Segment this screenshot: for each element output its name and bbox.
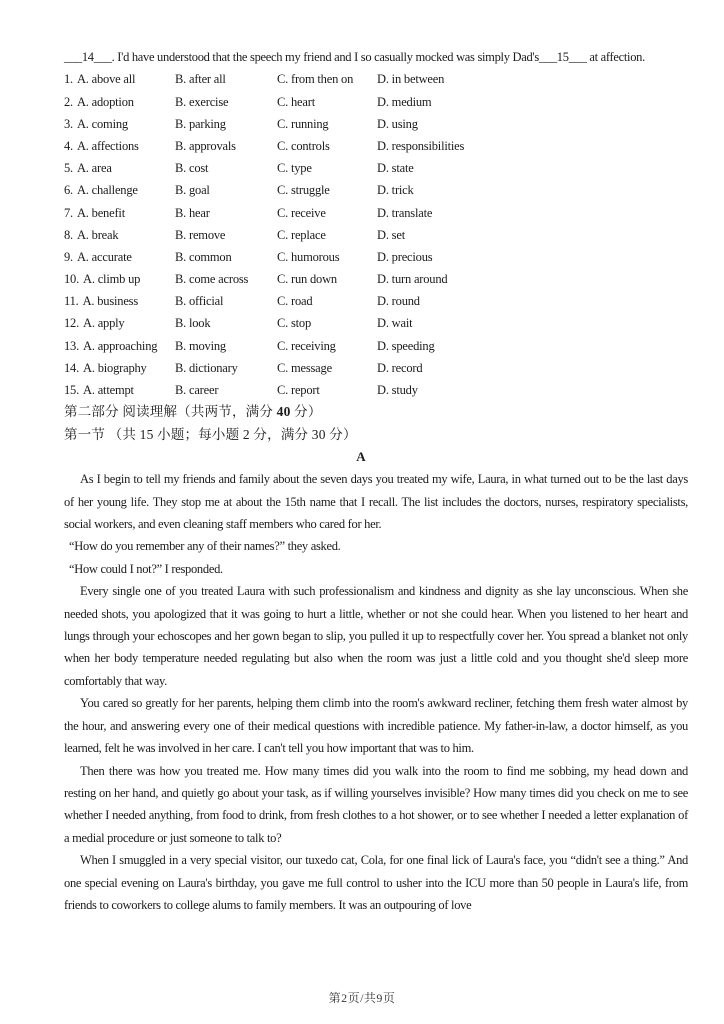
cloze-option-row — [64, 135, 688, 157]
option-cell-c — [277, 335, 377, 357]
option-d: D. state — [377, 161, 414, 176]
option-c: C. message — [277, 360, 332, 375]
question-number: 8. — [64, 227, 73, 242]
option-cell-b — [175, 68, 277, 90]
option-cell-d — [377, 202, 688, 224]
option-cell-d — [377, 224, 688, 246]
option-b: B. goal — [175, 183, 210, 198]
question-number: 15. — [64, 383, 80, 398]
option-b: B. common — [175, 249, 232, 264]
part2-heading-text: 第二部分 阅读理解（共两节，满分 — [64, 404, 277, 420]
option-cell-b — [175, 290, 277, 312]
cloze-option-row — [64, 68, 688, 90]
question-number: 13. — [64, 338, 80, 353]
part2-section-heading — [64, 401, 688, 423]
cloze-option-row — [64, 335, 688, 357]
option-cell-d — [377, 157, 688, 179]
option-d: D. responsibilities — [377, 138, 465, 153]
section1-heading: 第一节 （共 15 小题；每小题 2 分，满分 30 分） — [64, 426, 357, 442]
option-cell-d — [377, 179, 688, 201]
passage-paragraph: You cared so greatly for her parents, helping them climb into the room's awkward recliner, fetching them fresh water almost by the hour, and answering every one of their medical questions with incredible patience. My father-in-law, a doctor himself, as you learned, felt he was involved in her care. I can't tell you how important that was to him. — [64, 696, 688, 756]
option-d: D. in between — [377, 72, 445, 87]
option-cell-a — [64, 135, 175, 157]
option-cell-a — [64, 246, 175, 268]
option-d: D. study — [377, 383, 418, 398]
option-a: A. biography — [83, 360, 147, 375]
option-cell-b — [175, 312, 277, 334]
option-a: A. attempt — [83, 383, 134, 398]
option-cell-c — [277, 268, 377, 290]
option-d: D. set — [377, 227, 405, 242]
option-cell-b — [175, 135, 277, 157]
option-b: B. after all — [175, 72, 226, 87]
option-a: A. climb up — [83, 272, 141, 287]
option-a: A. adoption — [76, 94, 134, 109]
option-c: C. receiving — [277, 338, 336, 353]
option-cell-a — [64, 202, 175, 224]
cloze-option-row — [64, 290, 688, 312]
option-d: D. wait — [377, 316, 413, 331]
option-cell-d — [377, 290, 688, 312]
option-cell-a — [64, 335, 175, 357]
option-c: C. heart — [277, 94, 315, 109]
option-d: D. turn around — [377, 272, 448, 287]
option-cell-b — [175, 179, 277, 201]
question-number: 9. — [64, 249, 73, 264]
option-c: C. run down — [277, 272, 337, 287]
option-b: B. approvals — [175, 138, 236, 153]
option-b: B. official — [175, 294, 224, 309]
option-cell-a — [64, 357, 175, 379]
cloze-option-row — [64, 179, 688, 201]
option-cell-b — [175, 202, 277, 224]
option-cell-b — [175, 246, 277, 268]
option-cell-a — [64, 91, 175, 113]
option-cell-b — [175, 224, 277, 246]
option-d: D. record — [377, 360, 423, 375]
passage-paragraph: As I begin to tell my friends and family about the seven days you treated my wife, Laura, in what turned out to be the last days of her young life. They stop me at about the 15th name that I recall. The list includes the doctors, nurses, respiratory specialists, social workers, and even cleaning staff members who cared for her. — [64, 472, 688, 532]
option-b: B. cost — [175, 161, 209, 176]
option-cell-c — [277, 357, 377, 379]
passage-paragraph: Then there was how you treated me. How many times did you walk into the room to find me sobbing, my head down and resting on her hand, and quietly go about your task, as if willing yourselves invisible? How many times did you check on me to see whether I needed anything, from food to drink, from fresh clothes to a hot shower, or to see whether I needed a letter explanation of a medial procedure or just someone to talk to? — [64, 763, 688, 845]
option-d: D. using — [377, 116, 418, 131]
option-cell-a — [64, 312, 175, 334]
option-cell-c — [277, 312, 377, 334]
option-cell-a — [64, 179, 175, 201]
option-cell-c — [277, 68, 377, 90]
exam-page — [64, 46, 688, 916]
option-d: D. round — [377, 294, 420, 309]
option-cell-c — [277, 157, 377, 179]
option-cell-a — [64, 157, 175, 179]
option-cell-c — [277, 179, 377, 201]
option-d: D. translate — [377, 205, 433, 220]
question-number: 2. — [64, 94, 73, 109]
reading-passage — [64, 468, 688, 916]
option-cell-b — [175, 379, 277, 401]
option-cell-a — [64, 68, 175, 90]
option-a: A. break — [76, 227, 119, 242]
option-b: B. come across — [175, 272, 249, 287]
option-c: C. struggle — [277, 183, 330, 198]
passage-paragraph: “How do you remember any of their names?” they asked. — [69, 539, 341, 554]
option-c: C. from then on — [277, 72, 354, 87]
option-b: B. dictionary — [175, 360, 238, 375]
part2-heading-suffix: 分） — [290, 404, 322, 420]
option-cell-d — [377, 246, 688, 268]
option-c: C. controls — [277, 138, 330, 153]
option-cell-c — [277, 91, 377, 113]
option-cell-a — [64, 268, 175, 290]
option-a: A. coming — [76, 116, 128, 131]
option-cell-d — [377, 268, 688, 290]
option-a: A. area — [76, 161, 112, 176]
option-b: B. parking — [175, 116, 226, 131]
passage-paragraph: When I smuggled in a very special visitor, our tuxedo cat, Cola, for one final lick of Laura's face, you “didn't see a thing.” And one special evening on Laura's birthday, you gave me full control to usher into the ICU more than 50 people in Laura's life, from friends to coworkers to college alums to family members. It was an outpouring of love — [64, 853, 688, 912]
option-b: B. look — [175, 316, 211, 331]
option-a: A. accurate — [76, 249, 132, 264]
option-cell-b — [175, 357, 277, 379]
question-number: 3. — [64, 116, 73, 131]
option-d: D. precious — [377, 249, 433, 264]
option-d: D. speeding — [377, 338, 435, 353]
option-c: C. stop — [277, 316, 312, 331]
option-cell-a — [64, 290, 175, 312]
option-cell-a — [64, 224, 175, 246]
option-cell-d — [377, 91, 688, 113]
option-cell-a — [64, 113, 175, 135]
question-number: 7. — [64, 205, 73, 220]
option-a: A. above all — [76, 72, 136, 87]
part2-score: 40 — [276, 404, 291, 420]
cloze-option-row — [64, 357, 688, 379]
option-c: C. type — [277, 161, 312, 176]
cloze-intro-paragraph: ___14___. I'd have understood that the speech my friend and I so casually mocked was simply Dad's___15___ at affection. — [64, 50, 645, 64]
option-cell-b — [175, 91, 277, 113]
option-cell-d — [377, 312, 688, 334]
cloze-option-row — [64, 91, 688, 113]
option-a: A. business — [82, 294, 139, 309]
cloze-option-row — [64, 202, 688, 224]
question-number: 14. — [64, 360, 80, 375]
option-cell-b — [175, 113, 277, 135]
option-a: A. apply — [83, 316, 125, 331]
question-number: 12. — [64, 316, 80, 331]
option-c: C. replace — [277, 227, 326, 242]
passage-paragraph: Every single one of you treated Laura with such professionalism and kindness and dignity as she lay unconscious. When she needed shots, you apologized that it was going to hurt a little, whether or not she could hear. When you listened to her heart and lungs through your echoscopes and her gown began to slip, you pulled it up to respectfully cover her. You spread a blanket not only when her body temperature needed regulating but also when the room was just a little cold and you thought she'd sleep more comfortably that way. — [64, 584, 688, 688]
question-number: 5. — [64, 161, 73, 176]
option-cell-b — [175, 157, 277, 179]
option-c: C. report — [277, 383, 320, 398]
option-c: C. running — [277, 116, 329, 131]
option-cell-d — [377, 113, 688, 135]
cloze-option-row — [64, 246, 688, 268]
option-a: A. challenge — [76, 183, 138, 198]
question-number: 6. — [64, 183, 73, 198]
option-cell-b — [175, 335, 277, 357]
option-cell-c — [277, 224, 377, 246]
option-b: B. remove — [175, 227, 226, 242]
option-b: B. career — [175, 383, 219, 398]
option-b: B. exercise — [175, 94, 229, 109]
cloze-option-row — [64, 224, 688, 246]
question-number: 11. — [64, 294, 79, 309]
option-cell-c — [277, 135, 377, 157]
option-b: B. hear — [175, 205, 210, 220]
option-a: A. benefit — [76, 205, 125, 220]
option-cell-b — [175, 268, 277, 290]
option-cell-c — [277, 202, 377, 224]
option-a: A. affections — [76, 138, 139, 153]
option-c: C. road — [277, 294, 313, 309]
page-number-footer: 第2页/共9页 — [328, 991, 396, 1005]
passage-label: A — [356, 448, 366, 464]
option-cell-a — [64, 379, 175, 401]
cloze-option-row — [64, 312, 688, 334]
option-cell-d — [377, 379, 688, 401]
cloze-options-list — [64, 68, 688, 401]
cloze-option-row — [64, 113, 688, 135]
option-cell-d — [377, 135, 688, 157]
passage-paragraph: “How could I not?” I responded. — [69, 561, 223, 576]
option-cell-c — [277, 246, 377, 268]
cloze-option-row — [64, 157, 688, 179]
option-cell-d — [377, 357, 688, 379]
option-d: D. trick — [377, 183, 414, 198]
cloze-option-row — [64, 268, 688, 290]
question-number: 10. — [64, 272, 80, 287]
option-cell-c — [277, 113, 377, 135]
cloze-option-row — [64, 379, 688, 401]
option-c: C. humorous — [277, 249, 340, 264]
option-cell-d — [377, 335, 688, 357]
option-cell-c — [277, 290, 377, 312]
option-d: D. medium — [377, 94, 432, 109]
option-b: B. moving — [175, 338, 226, 353]
option-c: C. receive — [277, 205, 326, 220]
option-cell-d — [377, 68, 688, 90]
option-a: A. approaching — [83, 338, 158, 353]
option-cell-c — [277, 379, 377, 401]
question-number: 1. — [64, 72, 73, 87]
question-number: 4. — [64, 138, 73, 153]
